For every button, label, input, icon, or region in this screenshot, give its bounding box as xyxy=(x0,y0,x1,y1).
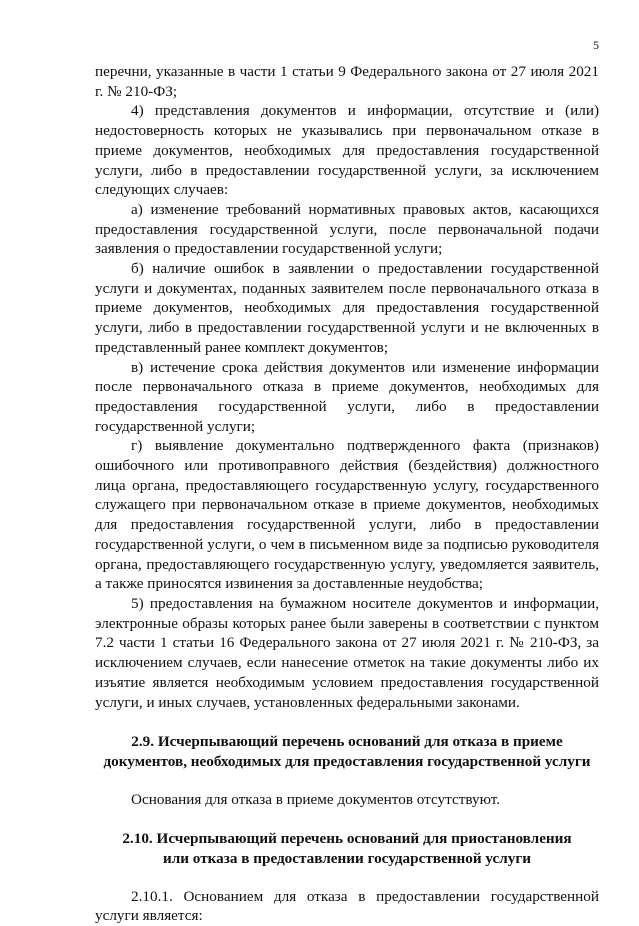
section-2-9-heading-line2: документов, необходимых для предоставления государственной услуги xyxy=(103,752,591,770)
section-2-10-heading-line1: 2.10. Исчерпывающий перечень оснований для приостановления xyxy=(122,830,572,848)
section-2-9-heading xyxy=(95,732,599,771)
paragraph-item-5: 5) предоставления на бумажном носителе документов и информации, электронные образы которых ранее были заверены в соответствии с пунктом 7.2 части 1 статьи 16 Федерального закона от 27 июля 2021 г. № 210-ФЗ, за исключением случаев, если нанесение отметок на такие документы либо их изъятие является необходимым условием предоставления государственной услуги, и иных случаев, установленных федеральными законами. xyxy=(95,594,599,711)
section-2-10-heading-line2: или отказа в предоставлении государственной услуги xyxy=(162,850,531,868)
paragraph-item-a: а) изменение требований нормативных правовых актов, касающихся предоставления государственной услуги, после первоначальной подачи заявления о предоставлении государственной услуги; xyxy=(95,200,599,258)
paragraph-continuation: перечни, указанные в части 1 статьи 9 Федерального закона от 27 июля 2021 г. № 210-ФЗ; xyxy=(95,63,599,100)
section-2-9-heading-line1: 2.9. Исчерпывающий перечень оснований для отказа в приеме xyxy=(131,733,563,751)
paragraph-item-4: 4) представления документов и информации, отсутствие и (или) недостоверность которых не указывались при первоначальном отказе в приеме документов, необходимых для предоставления государственной услуги, либо в предоставлении государственной услуги, за исключением следующих случаев: xyxy=(95,102,599,199)
page-number: 5 xyxy=(593,38,599,52)
paragraph-item-v: в) истечение срока действия документов или изменение информации после первоначального отказа в приеме документов, необходимых для предоставления государственной услуги, либо в предоставлении государственной услуги; xyxy=(95,358,599,435)
section-2-10-heading xyxy=(95,829,599,868)
paragraph-item-g: г) выявление документально подтвержденного факта (признаков) ошибочного или противоправного действия (бездействия) должностного лица органа, предоставляющего государственную услугу, государственного служащего при первоначальном отказе в приеме документов, необходимых для предоставления государственной услуги, либо в предоставлении государственной услуги, о чем в письменном виде за подписью руководителя органа, предоставляющего государственную услугу, уведомляется заявитель, а также приносятся извинения за доставленные неудобства; xyxy=(95,437,599,593)
section-2-9-text: Основания для отказа в приеме документов отсутствуют. xyxy=(131,790,501,808)
section-2-10-text: 2.10.1. Основанием для отказа в предоставлении государственной услуги является: xyxy=(95,887,599,925)
paragraph-item-b: б) наличие ошибок в заявлении о предоставлении государственной услуги и документах, поданных заявителем после первоначального отказа в приеме документов, необходимых для предоставления государственной услуги, либо в предоставлении государственной услуги и не включенных в представленный ранее комплект документов; xyxy=(95,260,599,356)
document-body xyxy=(95,62,599,926)
